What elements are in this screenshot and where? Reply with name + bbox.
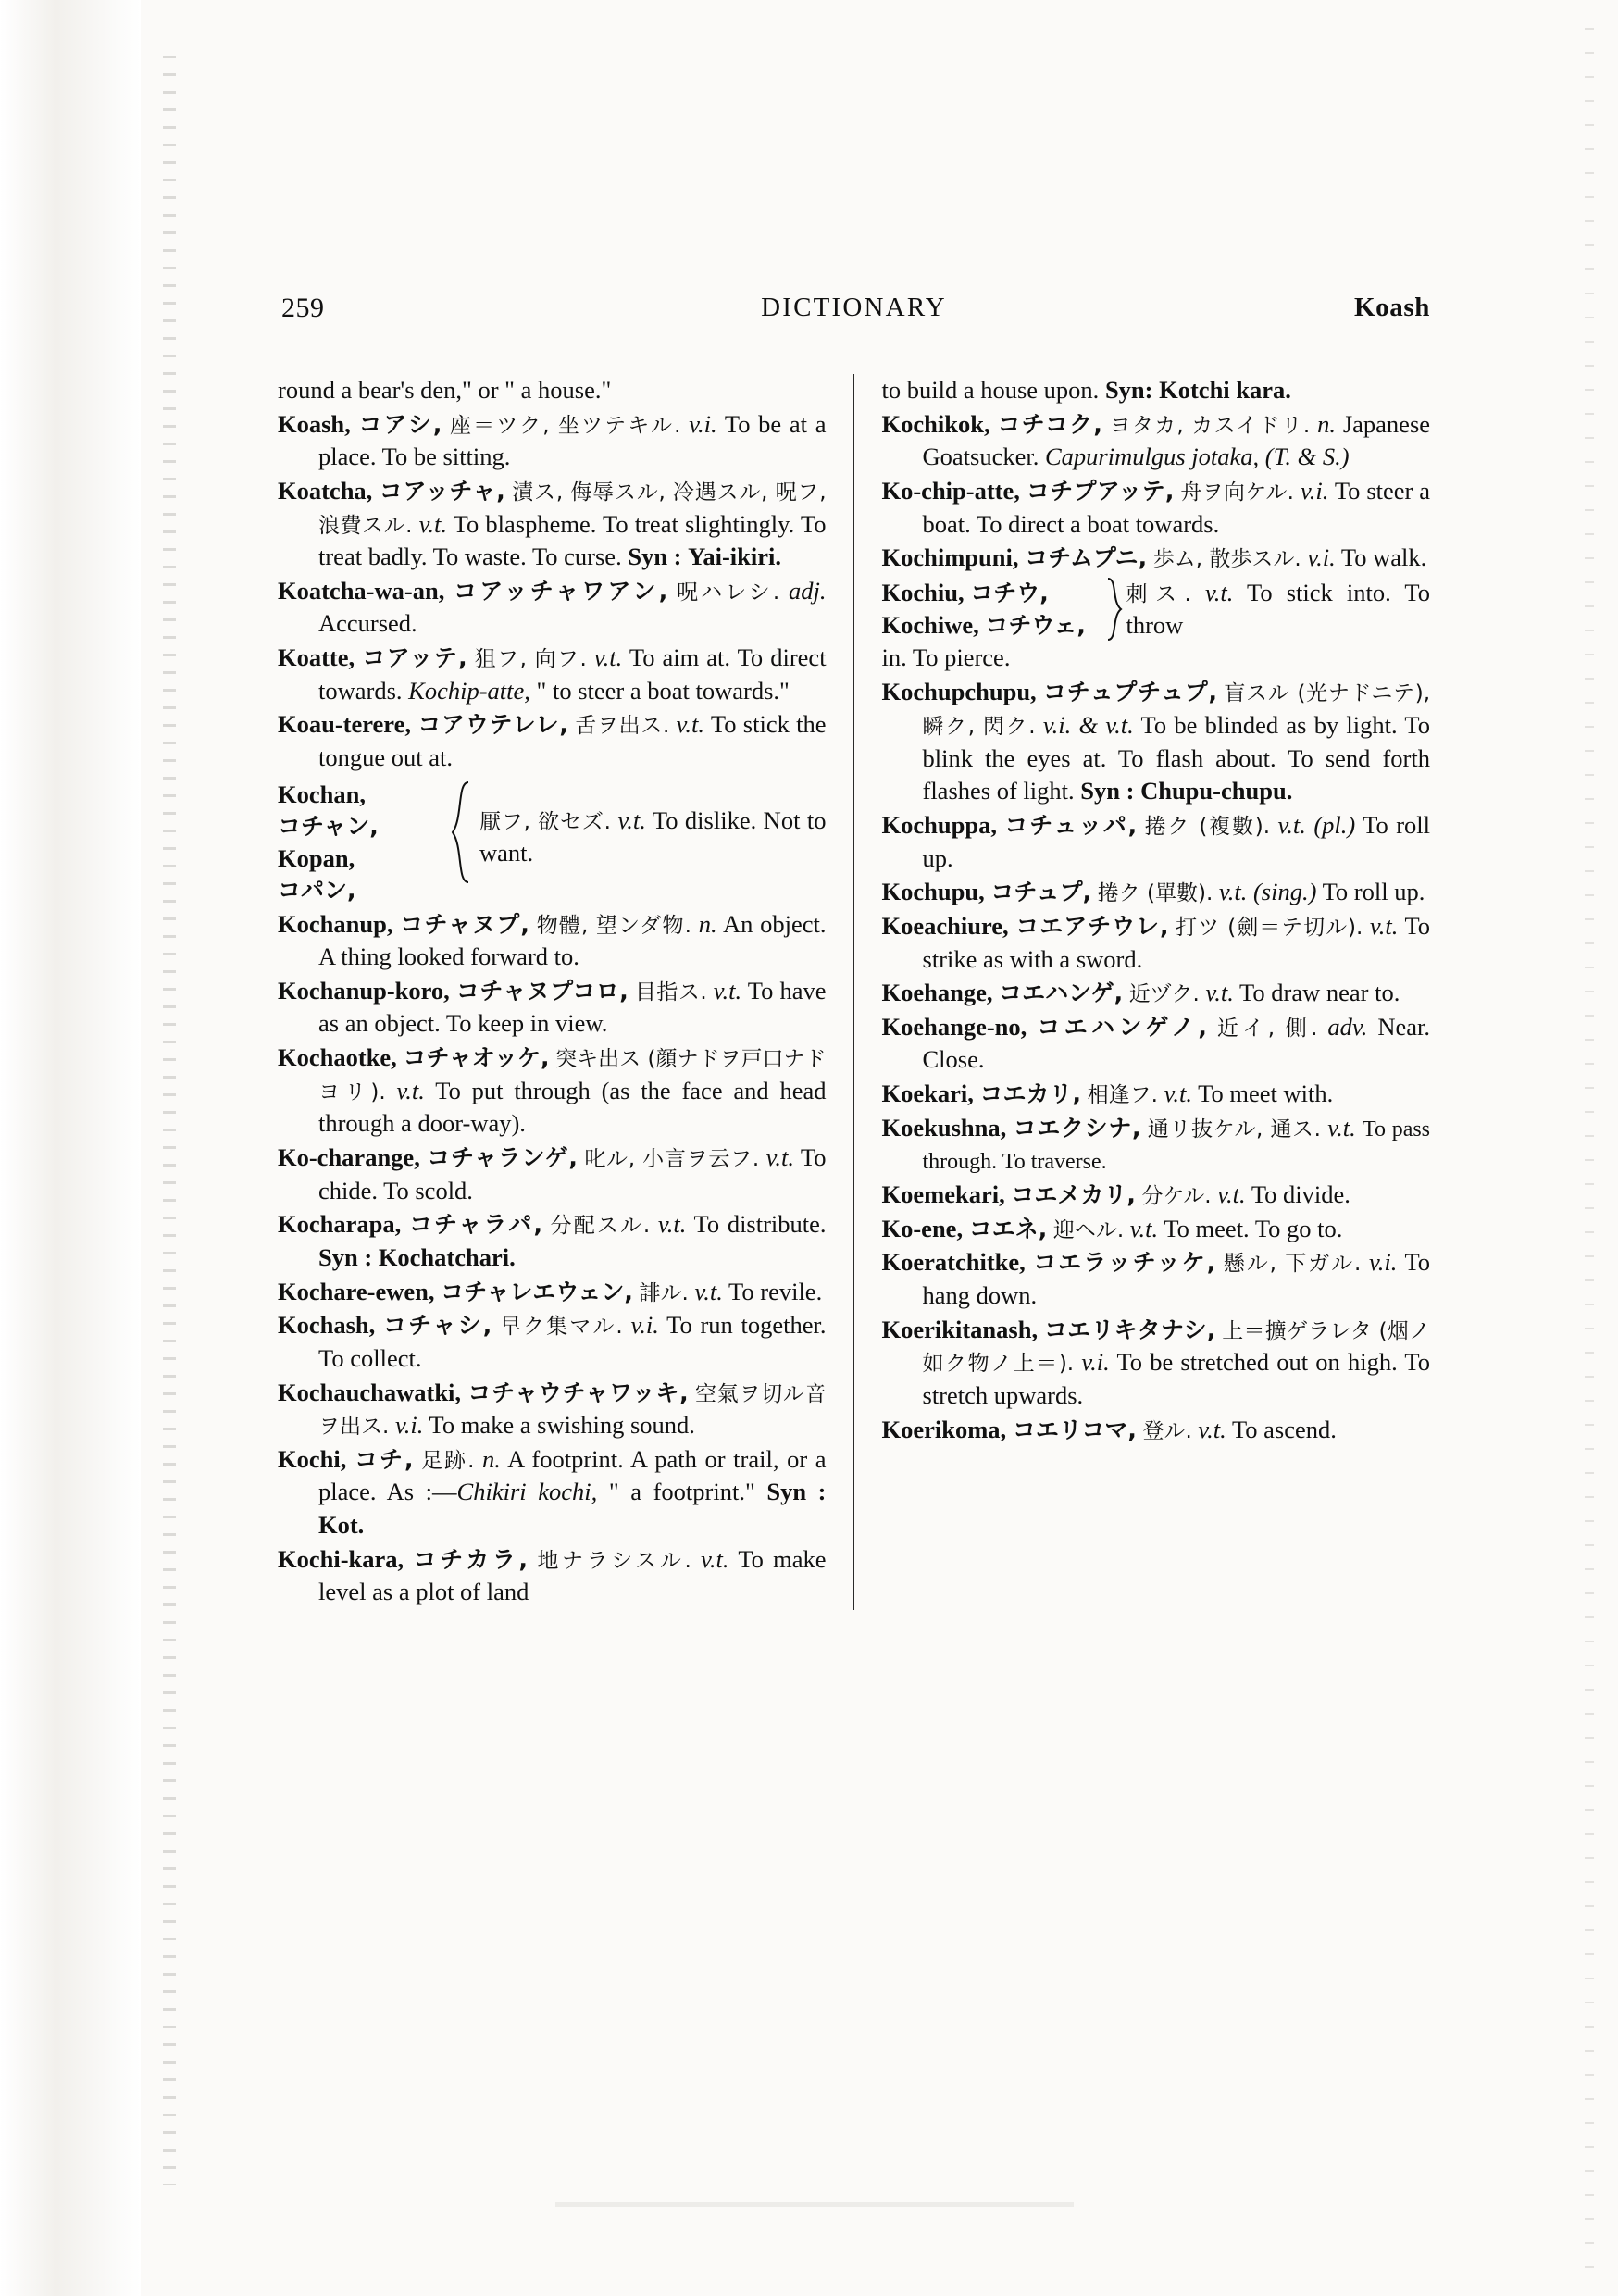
brace-terms xyxy=(882,577,1102,642)
dictionary-entry xyxy=(278,1042,827,1141)
dictionary-entry xyxy=(882,1179,1431,1212)
dictionary-entry xyxy=(278,642,827,707)
brace-term xyxy=(278,842,450,874)
entry-kana: コアッテ, xyxy=(362,644,467,672)
entry-pos: v.t. xyxy=(617,805,646,834)
entry-headword: Koehange, xyxy=(881,979,993,1007)
entry-headword: Koeratchitke, xyxy=(881,1248,1026,1277)
entry-cross-reference-gloss: " to steer a boat towards." xyxy=(536,676,790,705)
entry-pos: v.t. xyxy=(701,1544,729,1573)
entry-japanese: 早ク集マル. xyxy=(499,1315,623,1340)
entry-kana: コエクシナ, xyxy=(1013,1114,1141,1142)
entry-headword: Kopan, xyxy=(278,843,355,872)
entry-kana: コパン, xyxy=(278,877,356,905)
entry-kana: コアシ, xyxy=(358,410,442,438)
entry-cross-reference: Chikiri kochi, xyxy=(456,1478,598,1506)
dictionary-entry xyxy=(882,475,1431,541)
entry-definition: To walk. xyxy=(1340,543,1427,572)
entry-pos: v.t. xyxy=(1204,578,1234,606)
dictionary-entry xyxy=(882,1078,1431,1111)
entry-definition: To put through (as the face and head through a door-way). xyxy=(318,1076,827,1138)
entry-definition: To ascend. xyxy=(1231,1415,1337,1443)
entry-japanese: 足跡. xyxy=(421,1448,475,1473)
carryover-syn-label: Syn: Kotchi xyxy=(1104,376,1230,404)
entry-japanese: 呪ハレシ. xyxy=(676,580,780,605)
entry-japanese: 座＝ツク, 坐ツテキル. xyxy=(450,413,681,438)
dictionary-entry xyxy=(278,908,827,974)
entry-headword: Kochimpuni, xyxy=(881,543,1019,572)
entry-number-note: (pl.) xyxy=(1313,810,1356,839)
entry-kana: コチャン, xyxy=(278,813,379,841)
entry-syn-label: Syn : xyxy=(1080,777,1135,805)
entry-definition: To divide. xyxy=(1251,1180,1350,1209)
dictionary-entry xyxy=(882,676,1431,808)
entry-japanese: 目指ス. xyxy=(634,980,707,1004)
entry-kana: コチャラパ, xyxy=(408,1211,542,1239)
dictionary-entry-brace-group xyxy=(278,779,827,906)
dictionary-entry xyxy=(278,408,827,474)
entry-authority: (T. & S.) xyxy=(1264,443,1350,471)
entry-kana: コアッチャワアン, xyxy=(454,577,668,605)
entry-headword: Koehange-no, xyxy=(881,1012,1027,1041)
entry-species-name: Capurimulgus jotaka, xyxy=(1044,443,1260,471)
entry-cross-reference: Kochip-atte, xyxy=(408,676,530,705)
dictionary-entry xyxy=(882,408,1431,474)
entry-definition: To aim at. To direct towards. xyxy=(318,643,827,705)
entry-definition: To steer a boat. To direct a boat towards. xyxy=(922,476,1431,538)
entry-japanese: 通リ抜ケル, 通ス. xyxy=(1147,1117,1321,1142)
entry-kana: コエハンゲ, xyxy=(999,980,1124,1007)
entry-kana: コチコク, xyxy=(997,410,1102,438)
dictionary-entry xyxy=(882,1011,1431,1077)
entry-kana: コアウテレレ, xyxy=(417,711,568,739)
entry-pos: v.i. xyxy=(630,1311,659,1340)
entry-kana: コエネ, xyxy=(968,1215,1048,1242)
entry-syn: Kochatchari. xyxy=(378,1242,516,1271)
carryover-line: round a bear's den," or " a house." xyxy=(278,376,612,404)
entry-definition: To meet. To go to. xyxy=(1164,1214,1343,1242)
entry-kana: コエアチウレ, xyxy=(1015,912,1169,940)
catchword: Koash xyxy=(1354,293,1430,322)
entry-definition: Japanese Goatsucker. xyxy=(922,409,1431,471)
dictionary-entry xyxy=(882,1112,1431,1178)
brace-term-kana xyxy=(278,810,450,842)
entry-headword: Koatcha, xyxy=(278,476,373,505)
entry-pos: v.t. xyxy=(1218,878,1248,906)
dictionary-entry xyxy=(278,1377,827,1442)
left-column xyxy=(278,374,854,1610)
entry-japanese: 近イ, 側. xyxy=(1216,1016,1318,1041)
entry-syn-label: Syn : xyxy=(628,543,682,571)
entry-kana: コチャシ, xyxy=(383,1312,492,1340)
dictionary-entry xyxy=(278,1208,827,1274)
entry-pos: adj. xyxy=(789,576,827,605)
entry-japanese: 迎ヘル. xyxy=(1052,1217,1125,1242)
entry-headword: Ko-chip-atte, xyxy=(881,476,1020,505)
entry-kana: コチカラ, xyxy=(413,1545,529,1573)
entry-kana: コチ, xyxy=(354,1445,414,1473)
entry-headword: Koekushna, xyxy=(881,1113,1007,1142)
entry-kana: コエカリ, xyxy=(979,1080,1081,1108)
entry-headword: Koeachiure, xyxy=(881,911,1009,940)
entry-headword: Kochiu, xyxy=(881,578,965,606)
entry-japanese: 分配スル. xyxy=(550,1214,651,1239)
entry-definition: To run together. To collect. xyxy=(318,1311,827,1372)
entry-japanese: 分ケル. xyxy=(1141,1184,1212,1209)
entry-japanese: 物體, 望ンダ物. xyxy=(536,913,691,938)
carryover-line: to build a house upon. xyxy=(881,376,1100,404)
dictionary-entry xyxy=(278,475,827,574)
entry-definition: Near. Close. xyxy=(922,1012,1431,1074)
entry-definition: in. To pierce. xyxy=(881,643,1011,671)
entry-japanese: 盲スル (光ナドニテ), 瞬ク, 閃ク. xyxy=(922,681,1431,740)
entry-syn: Yai-ikiri. xyxy=(688,543,781,571)
page-content xyxy=(278,293,1430,1610)
entry-definition: To roll up. xyxy=(1322,878,1425,906)
dictionary-entry xyxy=(278,975,827,1041)
entry-kana: コチャランゲ, xyxy=(427,1144,578,1172)
entry-syn: Kot. xyxy=(318,1511,365,1540)
page-number: 259 xyxy=(281,293,325,323)
entry-pos: v.t. xyxy=(657,1210,687,1239)
entry-kana: コエメカリ, xyxy=(1011,1181,1136,1209)
curly-brace-icon xyxy=(450,780,474,884)
entry-japanese: 厭フ, 欲セズ. xyxy=(479,809,611,834)
entry-japanese: 懸ル, 下ガル. xyxy=(1223,1252,1362,1277)
entry-headword: Koekari, xyxy=(881,1079,974,1108)
entry-kana: コエハンゲノ, xyxy=(1037,1013,1207,1041)
entry-japanese: 舌ヲ出ス. xyxy=(575,714,670,739)
entry-japanese: 舟ヲ向ケル. xyxy=(1180,480,1294,505)
entry-headword: Kochikok, xyxy=(881,409,990,438)
entry-pos: v.t. xyxy=(765,1143,795,1172)
dictionary-entry xyxy=(278,1142,827,1207)
entry-pos: v.i. xyxy=(1368,1248,1398,1277)
entry-japanese: 捲ク (複數). xyxy=(1144,814,1271,839)
entry-headword: Koerikoma, xyxy=(881,1415,1007,1443)
entry-syn-label: Syn : xyxy=(766,1478,827,1506)
brace-gloss-line xyxy=(1126,577,1431,642)
entry-definition: To pass through. To traverse. xyxy=(922,1117,1431,1175)
dictionary-entry xyxy=(882,1246,1431,1312)
entry-japanese: 突キ出ス (顔ナドヲ戸口ナドヨリ). xyxy=(318,1047,827,1104)
entry-kana: コエリコマ, xyxy=(1012,1416,1137,1443)
entry-pos: adv. xyxy=(1327,1012,1368,1041)
dictionary-entry xyxy=(882,910,1431,976)
brace-term-kana xyxy=(278,874,450,906)
entry-headword: Koerikitanash, xyxy=(881,1315,1039,1343)
entry-headword: Kochi-kara, xyxy=(278,1544,404,1573)
entry-definition: To meet with. xyxy=(1198,1079,1334,1108)
entry-headword: Kochi, xyxy=(278,1444,347,1473)
entry-japanese: 上＝擴ゲラレタ (烟ノ如ク物ノ上＝). xyxy=(922,1318,1431,1377)
entry-kana: コチウェ, xyxy=(985,611,1086,639)
entry-headword: Koash, xyxy=(278,409,351,438)
entry-pos: v.t. xyxy=(1129,1214,1159,1242)
entry-japanese: 漬ス, 侮辱スル, 冷遇スル, 呪フ, 浪費スル. xyxy=(318,480,827,538)
brace-term xyxy=(278,779,450,810)
entry-japanese: 狙フ, 向フ. xyxy=(474,647,587,672)
dictionary-entry xyxy=(882,977,1431,1010)
carryover-text xyxy=(882,374,1431,407)
dictionary-entry xyxy=(278,1309,827,1375)
entry-kana: コチャヌプコロ, xyxy=(455,977,629,1004)
entry-pos: v.t. xyxy=(1369,911,1399,940)
entry-japanese: 歩ム, 散歩スル. xyxy=(1152,547,1301,572)
entry-definition: To stick the tongue out at. xyxy=(318,710,827,772)
running-title: DICTIONARY xyxy=(761,293,947,322)
entry-definition: To blaspheme. To treat slightingly. To treat badly. To waste. To curse. xyxy=(318,509,827,571)
entry-kana: コアッチャ, xyxy=(379,477,505,505)
entry-definition: A footprint. A path or trail, or a place. As :— xyxy=(318,1444,827,1506)
entry-headword: Kochare-ewen, xyxy=(278,1277,435,1305)
entry-headword: Kochiwe, xyxy=(881,610,979,639)
entry-kana: コチュプ, xyxy=(990,879,1092,906)
entry-kana: コチャヌプ, xyxy=(400,910,529,938)
entry-headword: Kochupu, xyxy=(881,878,985,906)
dictionary-entry xyxy=(278,708,827,774)
entry-definition: To be at a place. To be sitting. xyxy=(318,409,827,471)
entry-pos: v.i. xyxy=(1307,543,1336,572)
entry-pos: v.t. xyxy=(676,710,705,739)
entry-kana: コチウ, xyxy=(970,579,1049,606)
entry-definition: To dislike. Not to want. xyxy=(479,805,827,867)
dictionary-entry xyxy=(882,1414,1431,1447)
entry-pos: v.t. xyxy=(694,1277,723,1305)
entry-pos: v.t. xyxy=(1327,1113,1356,1142)
entry-headword: Kochuppa, xyxy=(881,810,997,839)
entry-definition: To make a swishing sound. xyxy=(429,1411,695,1440)
dictionary-entry xyxy=(278,1543,827,1609)
entry-headword: Kochanup, xyxy=(278,909,393,938)
entry-definition: To strike as with a sword. xyxy=(922,911,1431,973)
columns xyxy=(278,374,1430,1610)
entry-kana: コチュッパ, xyxy=(1004,811,1138,839)
entry-headword: Koemekari, xyxy=(881,1180,1005,1209)
curly-brace-icon xyxy=(1102,577,1125,642)
brace-term xyxy=(882,609,1102,642)
entry-pos: v.t. xyxy=(396,1076,425,1104)
entry-pos: v.i. xyxy=(689,409,717,438)
entry-japanese: 近ヅク. xyxy=(1128,982,1200,1007)
entry-japanese: 空氣ヲ切ル音ヲ出ス. xyxy=(318,1381,827,1440)
entry-japanese: 登ル. xyxy=(1142,1418,1192,1443)
dictionary-entry xyxy=(882,876,1431,909)
dictionary-entry xyxy=(882,542,1431,575)
entry-kana: コチムプニ, xyxy=(1025,544,1148,572)
entry-definition: An object. A thing looked forward to. xyxy=(318,909,827,971)
entry-japanese: ヨタカ, カスイドリ. xyxy=(1109,413,1311,438)
entry-japanese: 打ツ (劍＝テ切ル). xyxy=(1176,915,1363,940)
brace-terms xyxy=(278,779,450,906)
entry-definition: To be blinded as by light. To blink the eyes at. To flash about. To send forth flashes of light. xyxy=(922,711,1431,805)
entry-pos: v.t. xyxy=(593,643,623,672)
carryover-text xyxy=(278,374,827,407)
entry-pos: n. xyxy=(1317,409,1336,438)
entry-definition: Accursed. xyxy=(318,609,417,638)
entry-headword: Kochupchupu, xyxy=(881,678,1037,706)
dictionary-entry xyxy=(278,575,827,641)
entry-japanese: 刺ス. xyxy=(1126,581,1191,606)
entry-pos: v.t. xyxy=(1198,1415,1226,1443)
entry-definition: To have as an object. To keep in view. xyxy=(318,976,827,1038)
entry-number-note: (sing.) xyxy=(1252,878,1317,906)
right-column xyxy=(854,374,1431,1610)
entry-pos: v.t. xyxy=(1277,810,1306,839)
entry-definition: To draw near to. xyxy=(1239,979,1400,1007)
entry-pos: v.i. xyxy=(1300,476,1329,505)
brace-term xyxy=(882,577,1102,609)
entry-pos: v.t. xyxy=(1205,979,1234,1007)
entry-kana: コチャレエウェン, xyxy=(441,1278,633,1305)
entry-headword: Ko-charange, xyxy=(278,1143,420,1172)
entry-pos: n. xyxy=(482,1444,501,1473)
entry-pos: v.t. xyxy=(1164,1079,1192,1108)
entry-headword: Koatte, xyxy=(278,643,355,672)
entry-headword: Kochash, xyxy=(278,1311,376,1340)
entry-headword: Koau-terere, xyxy=(278,710,411,739)
entry-syn-label: Syn : xyxy=(318,1242,373,1271)
entry-kana: コチプアッテ, xyxy=(1026,477,1175,505)
entry-pos: n. xyxy=(698,909,717,938)
entry-definition: To make level as a plot of land xyxy=(318,1544,827,1606)
entry-kana: コチュプチュプ, xyxy=(1043,679,1217,706)
brace-gloss xyxy=(479,779,827,870)
entry-definition: To revile. xyxy=(728,1277,823,1305)
running-head xyxy=(278,293,1430,335)
entry-kana: コエリキタナシ, xyxy=(1043,1316,1216,1343)
entry-kana: コチャウチャワッキ, xyxy=(467,1379,689,1406)
entry-headword: Koatcha-wa-an, xyxy=(278,576,445,605)
entry-syn: Chupu-chupu. xyxy=(1140,777,1293,805)
entry-headword: Ko-ene, xyxy=(881,1214,964,1242)
dictionary-entry-brace-group xyxy=(882,577,1431,675)
dictionary-entry xyxy=(278,1443,827,1542)
entry-headword: Kochaotke, xyxy=(278,1043,397,1072)
entry-kana: コエラッチッケ, xyxy=(1033,1249,1216,1277)
dictionary-entry xyxy=(882,1314,1431,1413)
dictionary-entry xyxy=(882,809,1431,875)
dictionary-entry xyxy=(278,1276,827,1309)
entry-cross-reference-gloss: " a footprint." xyxy=(608,1478,755,1506)
entry-headword: Kocharapa, xyxy=(278,1210,402,1239)
entry-pos: v.t. xyxy=(713,976,742,1004)
brace-gloss xyxy=(1126,577,1431,642)
carryover-syn: kara. xyxy=(1236,376,1291,404)
entry-headword: Kochauchawatki, xyxy=(278,1378,462,1406)
entry-headword: Kochan, xyxy=(278,780,366,808)
entry-japanese: 叱ル, 小言ヲ云フ. xyxy=(584,1147,760,1172)
dictionary-entry xyxy=(882,1213,1431,1246)
entry-japanese: 捲ク (單數). xyxy=(1097,881,1214,906)
entry-japanese: 地ナラシスル. xyxy=(537,1548,691,1573)
entry-kana: コチャオッケ, xyxy=(403,1044,550,1072)
entry-pos: v.t. xyxy=(1217,1180,1246,1209)
entry-definition: To chide. To scold. xyxy=(318,1143,827,1204)
entry-headword: Kochanup-koro, xyxy=(278,976,450,1004)
entry-definition-head: To stick into. To throw xyxy=(1126,578,1430,639)
entry-japanese: 誹ル. xyxy=(639,1280,689,1305)
entry-pos: v.i. & v.t. xyxy=(1042,711,1134,740)
entry-definition: To roll up. xyxy=(922,810,1431,872)
brace-gloss-continuation xyxy=(882,642,1431,675)
entry-pos: v.i. xyxy=(1081,1348,1110,1377)
entry-pos: v.t. xyxy=(418,509,447,538)
entry-definition: To hang down. xyxy=(922,1248,1431,1309)
entry-japanese: 相逢フ. xyxy=(1087,1083,1158,1108)
entry-definition: To be stretched out on high. To stretch upwards. xyxy=(922,1348,1430,1409)
entry-pos: v.i. xyxy=(394,1411,424,1440)
entry-definition: To distribute. xyxy=(693,1210,827,1239)
